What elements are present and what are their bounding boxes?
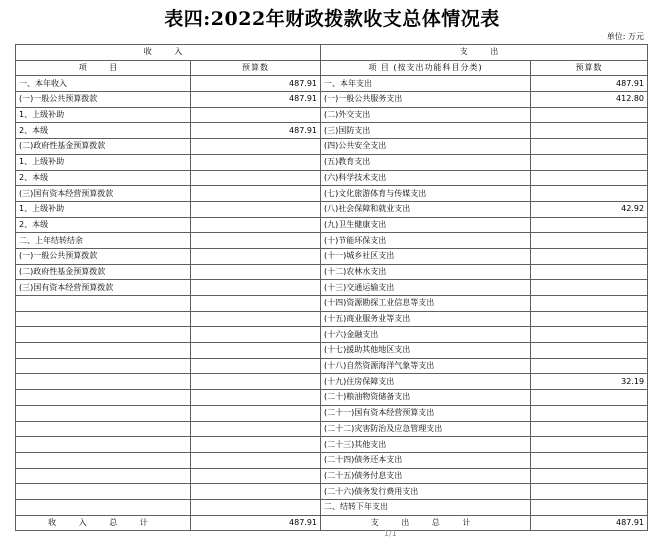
income-item-cell: 1、上级补助: [16, 201, 191, 217]
income-budget-cell: [191, 358, 321, 374]
expense-budget-cell: [531, 390, 648, 406]
expense-budget-cell: [531, 421, 648, 437]
income-budget-cell: [191, 343, 321, 359]
expense-budget-cell: [531, 452, 648, 468]
income-item-cell: [16, 311, 191, 327]
table-row: [16, 217, 648, 233]
income-item-cell: (二)政府性基金预算拨款: [16, 139, 191, 155]
expense-item-cell: (四)公共安全支出: [321, 139, 531, 155]
expense-budget-cell: [531, 264, 648, 280]
unit-label: 单位: 万元: [606, 32, 644, 41]
income-budget-cell: [191, 390, 321, 406]
expense-item-cell: (六)科学技术支出: [321, 170, 531, 186]
header-row-sub: [16, 60, 648, 76]
income-budget-cell: [191, 233, 321, 249]
expense-item-cell: (十八)自然资源海洋气象等支出: [321, 358, 531, 374]
income-budget-cell: [191, 280, 321, 296]
expense-budget-cell: [531, 358, 648, 374]
expense-budget-cell: [531, 248, 648, 264]
expense-budget-cell: [531, 311, 648, 327]
table-row: [16, 405, 648, 421]
income-budget-cell: [191, 107, 321, 123]
expense-item-cell: (九)卫生健康支出: [321, 217, 531, 233]
income-item-header: 项 目: [16, 60, 191, 76]
expense-item-cell: (二十六)债务发行费用支出: [321, 484, 531, 500]
income-budget-cell: [191, 484, 321, 500]
expense-budget-cell: [531, 154, 648, 170]
expense-budget-cell: [531, 405, 648, 421]
table-row: [16, 390, 648, 406]
income-item-cell: 一、本年收入: [16, 76, 191, 92]
expense-total-label: 支 出 总 计: [321, 515, 531, 531]
income-total-value: 487.91: [191, 515, 321, 531]
expense-item-cell: (十七)援助其他地区支出: [321, 343, 531, 359]
income-total-label: 收 入 总 计: [16, 515, 191, 531]
income-item-cell: (一)一般公共预算拨款: [16, 248, 191, 264]
table-row: [16, 170, 648, 186]
income-item-cell: 2、本级: [16, 217, 191, 233]
expense-budget-cell: 412.80: [531, 92, 648, 108]
expense-item-cell: (十)节能环保支出: [321, 233, 531, 249]
income-item-cell: (三)国有资本经营预算拨款: [16, 280, 191, 296]
expense-budget-cell: [531, 468, 648, 484]
expense-budget-cell: [531, 327, 648, 343]
income-item-cell: 二、上年结转结余: [16, 233, 191, 249]
expense-item-cell: (十一)城乡社区支出: [321, 248, 531, 264]
expense-item-cell: (二十)粮油物资储备支出: [321, 390, 531, 406]
table-row: [16, 296, 648, 312]
expense-budget-cell: [531, 280, 648, 296]
expense-budget-cell: [531, 186, 648, 202]
income-budget-cell: 487.91: [191, 92, 321, 108]
income-item-cell: (一)一般公共预算拨款: [16, 92, 191, 108]
expense-budget-cell: [531, 170, 648, 186]
expense-item-cell: (二十二)灾害防治及应急管理支出: [321, 421, 531, 437]
income-item-cell: [16, 468, 191, 484]
expense-item-cell: (二十四)债务还本支出: [321, 452, 531, 468]
expense-item-cell: (一)一般公共服务支出: [321, 92, 531, 108]
income-item-cell: 1、上级补助: [16, 107, 191, 123]
income-budget-cell: 487.91: [191, 76, 321, 92]
income-budget-cell: [191, 296, 321, 312]
table-row: [16, 374, 648, 390]
expense-item-cell: (八)社会保障和就业支出: [321, 201, 531, 217]
table-row: [16, 327, 648, 343]
income-budget-cell: [191, 452, 321, 468]
table-row: [16, 358, 648, 374]
expense-budget-cell: [531, 233, 648, 249]
income-header: 收 入: [16, 45, 321, 61]
expense-budget-cell: 487.91: [531, 76, 648, 92]
expense-item-cell: (十三)交通运输支出: [321, 280, 531, 296]
expense-budget-cell: 32.19: [531, 374, 648, 390]
table-row: [16, 76, 648, 92]
income-item-cell: [16, 358, 191, 374]
table-row: [16, 233, 648, 249]
table-row: [16, 123, 648, 139]
table-row: [16, 107, 648, 123]
table-row: [16, 280, 648, 296]
income-item-cell: [16, 327, 191, 343]
income-budget-cell: [191, 437, 321, 453]
expense-budget-cell: [531, 107, 648, 123]
expense-item-cell: (三)国防支出: [321, 123, 531, 139]
income-item-cell: [16, 421, 191, 437]
table-row: [16, 484, 648, 500]
income-budget-cell: [191, 248, 321, 264]
expense-item-cell: 一、本年支出: [321, 76, 531, 92]
totals-row: [16, 515, 648, 531]
income-budget-cell: [191, 405, 321, 421]
income-budget-cell: [191, 468, 321, 484]
table-row: [16, 201, 648, 217]
expense-budget-cell: [531, 484, 648, 500]
income-budget-cell: [191, 186, 321, 202]
expense-item-cell: (二十五)债务付息支出: [321, 468, 531, 484]
income-item-cell: [16, 374, 191, 390]
table-row: [16, 452, 648, 468]
income-budget-cell: [191, 327, 321, 343]
income-item-cell: [16, 452, 191, 468]
expense-budget-cell: [531, 437, 648, 453]
expense-item-cell: (二十一)国有资本经营预算支出: [321, 405, 531, 421]
expense-item-cell: (十六)金融支出: [321, 327, 531, 343]
expense-item-header: 项 目 (按支出功能科目分类): [321, 60, 531, 76]
table-row: [16, 343, 648, 359]
table-row: [16, 186, 648, 202]
page-marker: 1/1: [384, 529, 397, 538]
expense-item-cell: (二)外交支出: [321, 107, 531, 123]
expense-budget-cell: [531, 123, 648, 139]
income-budget-cell: [191, 311, 321, 327]
income-item-cell: [16, 296, 191, 312]
budget-table: [15, 44, 648, 531]
income-item-cell: [16, 405, 191, 421]
table-row: [16, 139, 648, 155]
income-budget-cell: [191, 499, 321, 515]
income-budget-header: 预算数: [191, 60, 321, 76]
expense-item-cell: (五)教育支出: [321, 154, 531, 170]
table-row: [16, 437, 648, 453]
table-body: [16, 45, 648, 531]
expense-budget-cell: [531, 217, 648, 233]
table-row: [16, 499, 648, 515]
income-budget-cell: [191, 139, 321, 155]
expense-header: 支 出: [321, 45, 648, 61]
income-item-cell: (二)政府性基金预算拨款: [16, 264, 191, 280]
income-item-cell: [16, 484, 191, 500]
table-row: [16, 421, 648, 437]
expense-item-cell: (七)文化旅游体育与传媒支出: [321, 186, 531, 202]
expense-budget-cell: [531, 296, 648, 312]
expense-item-cell: (二十三)其他支出: [321, 437, 531, 453]
expense-budget-header: 预算数: [531, 60, 648, 76]
expense-item-cell: 二、结转下年支出: [321, 499, 531, 515]
income-item-cell: 1、上级补助: [16, 154, 191, 170]
income-item-cell: [16, 437, 191, 453]
table-row: [16, 92, 648, 108]
income-budget-cell: [191, 264, 321, 280]
income-item-cell: 2、本级: [16, 170, 191, 186]
income-item-cell: [16, 343, 191, 359]
expense-item-cell: (十四)资源勘探工业信息等支出: [321, 296, 531, 312]
income-budget-cell: 487.91: [191, 123, 321, 139]
income-item-cell: [16, 499, 191, 515]
income-budget-cell: [191, 154, 321, 170]
income-item-cell: (三)国有资本经营预算拨款: [16, 186, 191, 202]
expense-item-cell: (十二)农林水支出: [321, 264, 531, 280]
page-title: 表四:2022年财政拨款收支总体情况表: [164, 8, 500, 30]
income-budget-cell: [191, 421, 321, 437]
expense-budget-cell: [531, 499, 648, 515]
table-row: [16, 468, 648, 484]
expense-total-value: 487.91: [531, 515, 648, 531]
expense-item-cell: (十五)商业服务业等支出: [321, 311, 531, 327]
table-row: [16, 311, 648, 327]
income-item-cell: 2、本级: [16, 123, 191, 139]
income-budget-cell: [191, 170, 321, 186]
header-row-top: [16, 45, 648, 61]
expense-budget-cell: 42.92: [531, 201, 648, 217]
expense-item-cell: (十九)住房保障支出: [321, 374, 531, 390]
income-budget-cell: [191, 201, 321, 217]
income-budget-cell: [191, 217, 321, 233]
table-row: [16, 248, 648, 264]
expense-budget-cell: [531, 139, 648, 155]
income-item-cell: [16, 390, 191, 406]
table-row: [16, 264, 648, 280]
table-row: [16, 154, 648, 170]
expense-budget-cell: [531, 343, 648, 359]
income-budget-cell: [191, 374, 321, 390]
